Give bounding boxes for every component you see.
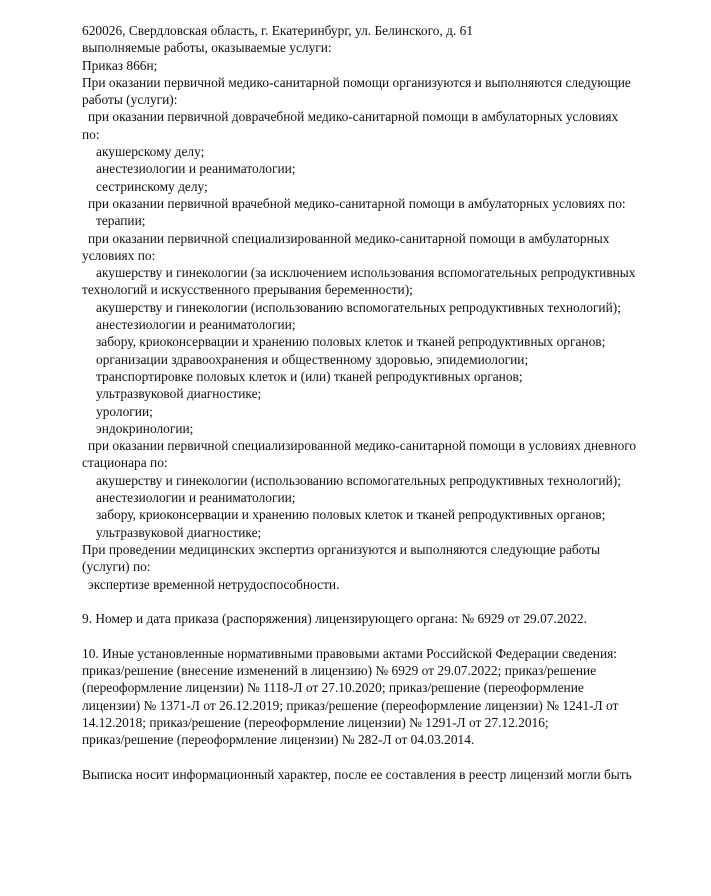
expertise-intro: При проведении медицинских экспертиз организуются и выполняются следующие работы: [82, 541, 601, 557]
list-item: анестезиологии и реаниматологии;: [96, 490, 296, 506]
expertise-intro-cont: (услуги) по:: [82, 559, 151, 575]
item-10-heading: 10. Иные установленные нормативными правовыми актами Российской Федерации сведения:: [82, 645, 617, 661]
item-10-text: приказ/решение (внесение изменений в лицензию) № 6929 от 29.07.2022; приказ/решение: [82, 662, 597, 678]
list-item: эндокринологии;: [96, 420, 194, 436]
primary-care-intro: При оказании первичной медико-санитарной помощи организуются и выполняются следующие: [82, 74, 631, 90]
paragraph-gap: [82, 627, 702, 644]
list-item: экспертизе временной нетрудоспособности.: [88, 576, 340, 592]
paragraph-gap: [82, 593, 702, 610]
section-specialized-outpatient: при оказании первичной специализированной медико-санитарной помощи в амбулаторных: [88, 230, 610, 246]
list-item: анестезиологии и реаниматологии;: [96, 161, 296, 177]
section-day-hospital: при оказании первичной специализированной медико-санитарной помощи в условиях дневного: [88, 438, 637, 454]
section-specialized-outpatient-cont: условиях по:: [82, 247, 156, 263]
section-day-hospital-cont: стационара по:: [82, 455, 168, 471]
list-item: организации здравоохранения и общественному здоровью, эпидемиологии;: [96, 351, 529, 367]
list-item: ультразвуковой диагностике;: [96, 524, 262, 540]
list-item-cont: технологий и искусственного прерывания беременности);: [82, 282, 413, 298]
list-item: акушерству и гинекологии (за исключением использования вспомогательных репродуктивных: [96, 265, 636, 281]
list-item: терапии;: [96, 213, 146, 229]
address-line: 620026, Свердловская область, г. Екатеринбург, ул. Белинского, д. 61: [82, 23, 474, 38]
list-item: анестезиологии и реаниматологии;: [96, 317, 296, 333]
list-item: урологии;: [96, 403, 153, 419]
primary-care-intro-cont: работы (услуги):: [82, 92, 178, 108]
section-prehospital-cont: по:: [82, 126, 100, 142]
item-10-text: 14.12.2018; приказ/решение (переоформление лицензии) № 1291-Л от 27.12.2016;: [82, 714, 549, 730]
item-9-order: 9. Номер и дата приказа (распоряжения) лицензирующего органа: № 6929 от 29.07.2022.: [82, 611, 587, 627]
list-item: акушерству и гинекологии (использованию вспомогательных репродуктивных технологий);: [96, 299, 621, 315]
disclaimer-text: Выписка носит информационный характер, после ее составления в реестр лицензий могли быть: [82, 766, 632, 782]
section-physician: при оказании первичной врачебной медико-санитарной помощи в амбулаторных условиях по:: [88, 195, 626, 211]
list-item: транспортировке половых клеток и (или) тканей репродуктивных органов;: [96, 368, 523, 384]
list-item: акушерству и гинекологии (использованию вспомогательных репродуктивных технологий);: [96, 472, 621, 488]
list-item: ультразвуковой диагностике;: [96, 386, 262, 402]
order-line: Приказ 866н;: [82, 57, 158, 73]
list-item: акушерскому делу;: [96, 144, 205, 160]
item-10-text: (переоформление лицензии) № 1118-Л от 27.10.2020; приказ/решение (переоформление: [82, 680, 584, 696]
list-item: забору, криоконсервации и хранению половых клеток и тканей репродуктивных органов;: [96, 507, 606, 523]
paragraph-gap: [82, 748, 702, 765]
document-page: [82, 22, 702, 783]
services-heading: выполняемые работы, оказываемые услуги:: [82, 40, 332, 56]
item-10-text: приказ/решение (переоформление лицензии) № 282-Л от 04.03.2014.: [82, 732, 475, 748]
list-item: сестринскому делу;: [96, 178, 208, 194]
item-10-text: лицензии) № 1371-Л от 26.12.2019; приказ/решение (переоформление лицензии) № 1241-Л от: [82, 697, 619, 713]
section-prehospital: при оказании первичной доврачебной медико-санитарной помощи в амбулаторных условиях: [88, 109, 619, 125]
list-item: забору, криоконсервации и хранению половых клеток и тканей репродуктивных органов;: [96, 334, 606, 350]
